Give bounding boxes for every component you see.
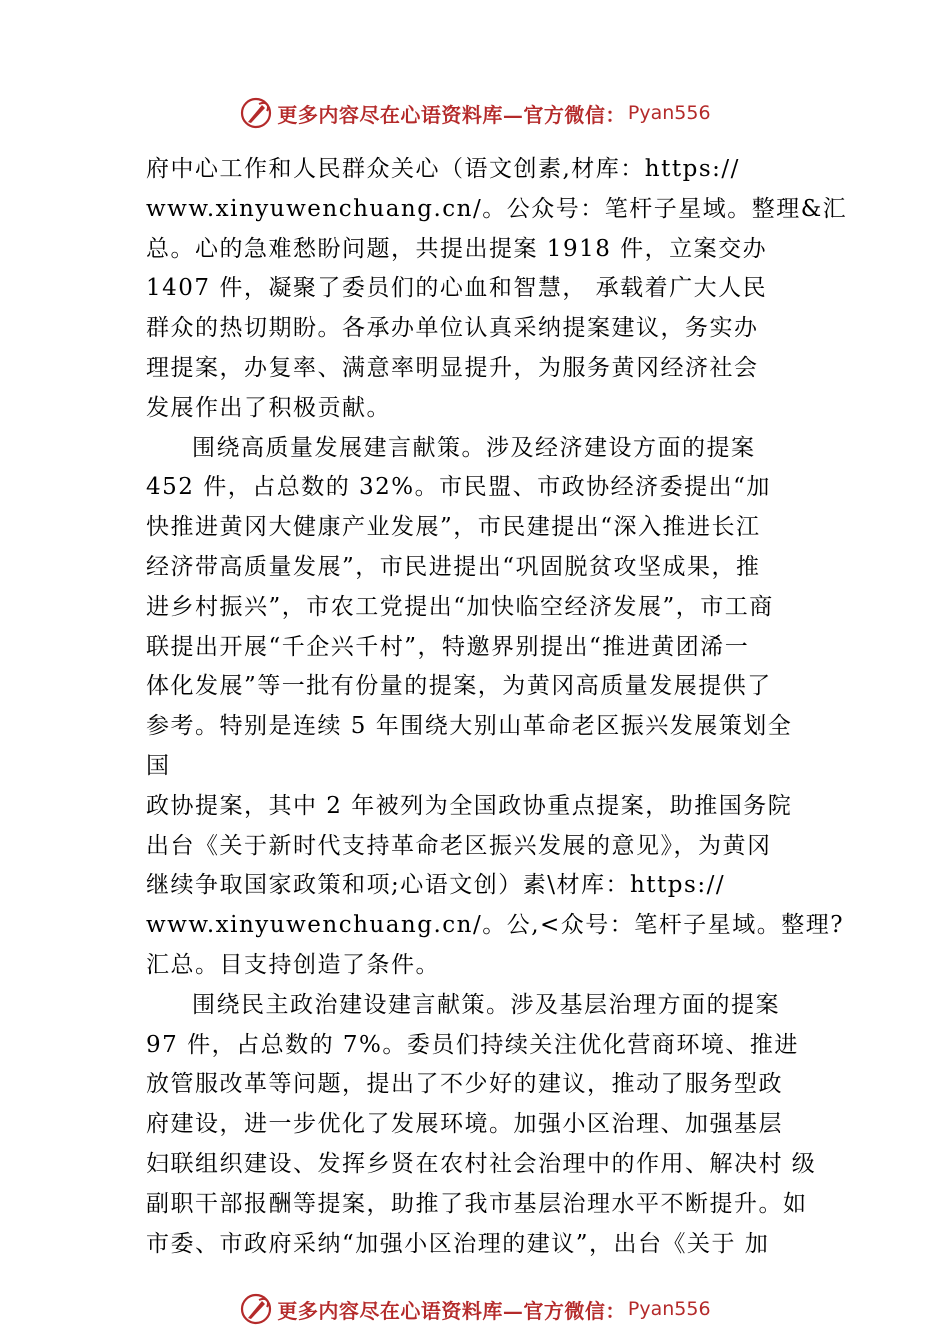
header-banner bbox=[0, 93, 950, 133]
banner-wechat-id: Pyan556 bbox=[627, 102, 711, 124]
text-line: 国 bbox=[146, 752, 171, 779]
text-line: 体化发展”等一批有份量的提案，为黄冈高质量发展提供了 bbox=[146, 673, 772, 700]
text-line: 452 件，占总数的 32%。市民盟、市政协经济委提出“加 bbox=[146, 474, 771, 501]
banner-text: 更多内容尽在心语资料库—官方微信： bbox=[277, 1298, 626, 1323]
text-line: 经济带高质量发展”，市民进提出“巩固脱贫攻坚成果，推 bbox=[146, 553, 761, 580]
text-line: 政协提案，其中 2 年被列为全国政协重点提案，助推国务院 bbox=[146, 792, 793, 819]
quill-logo-icon bbox=[239, 96, 273, 130]
text-line: 联提出开展“千企兴千村”，特邀界别提出“推进黄团浠一 bbox=[146, 633, 750, 660]
text-line: 97 件，占总数的 7%。委员们持续关注优化营商环境、推进 bbox=[146, 1031, 799, 1058]
text-line: 府建设，进一步优化了发展环境。加强小区治理、加强基层 bbox=[146, 1111, 783, 1138]
text-line: 总。心的急难愁盼问题，共提出提案 1918 件，立案交办 bbox=[146, 235, 768, 262]
text-line: 放管服改革等问题，提出了不少好的建议，推动了服务型政 bbox=[146, 1071, 783, 1098]
text-line: 妇联组织建设、发挥乡贤在农村社会治理中的作用、解决村 级 bbox=[146, 1150, 817, 1177]
text-line: 府中心工作和人民群众关心（语文创素,材库：https:// bbox=[146, 156, 740, 182]
text-line: 1407 件，凝聚了委员们的心血和智慧， 承载着广大人民 bbox=[146, 275, 768, 302]
banner-text: 更多内容尽在心语资料库—官方微信： bbox=[277, 102, 626, 127]
text-line: 理提案，办复率、满意率明显提升，为服务黄冈经济社会 bbox=[146, 354, 759, 381]
text-line: 继续争取国家政策和项;心语文创）素\材库：https:// bbox=[146, 872, 726, 899]
text-line: www.xinyuwenchuang.cn/。公众号：笔杆子星域。整理&汇 bbox=[146, 195, 848, 222]
text-line: 快推进黄冈大健康产业发展”，市民建提出“深入推进长江 bbox=[146, 514, 761, 541]
footer-banner bbox=[0, 1289, 950, 1329]
text-line: 副职干部报酬等提案，助推了我市基层治理水平不断提升。如 bbox=[146, 1190, 808, 1217]
text-line: 发展作出了积极贡献。 bbox=[146, 394, 391, 421]
paragraph-start-line: 围绕高质量发展建言献策。涉及经济建设方面的提案 bbox=[192, 434, 756, 461]
banner-wechat-id: Pyan556 bbox=[627, 1298, 711, 1320]
text-line: 参考。特别是连续 5 年围绕大别山革命老区振兴发展策划全 bbox=[146, 713, 793, 740]
paragraph-start-line: 围绕民主政治建设建言献策。涉及基层治理方面的提案 bbox=[192, 991, 780, 1018]
text-line: 市委、市政府采纳“加强小区治理的建议”，出台《关于 加 bbox=[146, 1230, 770, 1257]
document-body bbox=[146, 150, 848, 1264]
text-line: www.xinyuwenchuang.cn/。公,<众号：笔杆子星域。整理? bbox=[146, 912, 845, 939]
text-line: 群众的热切期盼。各承办单位认真采纳提案建议，务实办 bbox=[146, 315, 759, 342]
quill-logo-icon bbox=[239, 1292, 273, 1326]
text-line: 出台《关于新时代支持革命老区振兴发展的意见》，为黄冈 bbox=[146, 832, 772, 859]
text-line: 进乡村振兴”，市农工党提出“加快临空经济发展”，市工商 bbox=[146, 593, 774, 620]
text-line: 汇总。目支持创造了条件。 bbox=[146, 951, 440, 978]
